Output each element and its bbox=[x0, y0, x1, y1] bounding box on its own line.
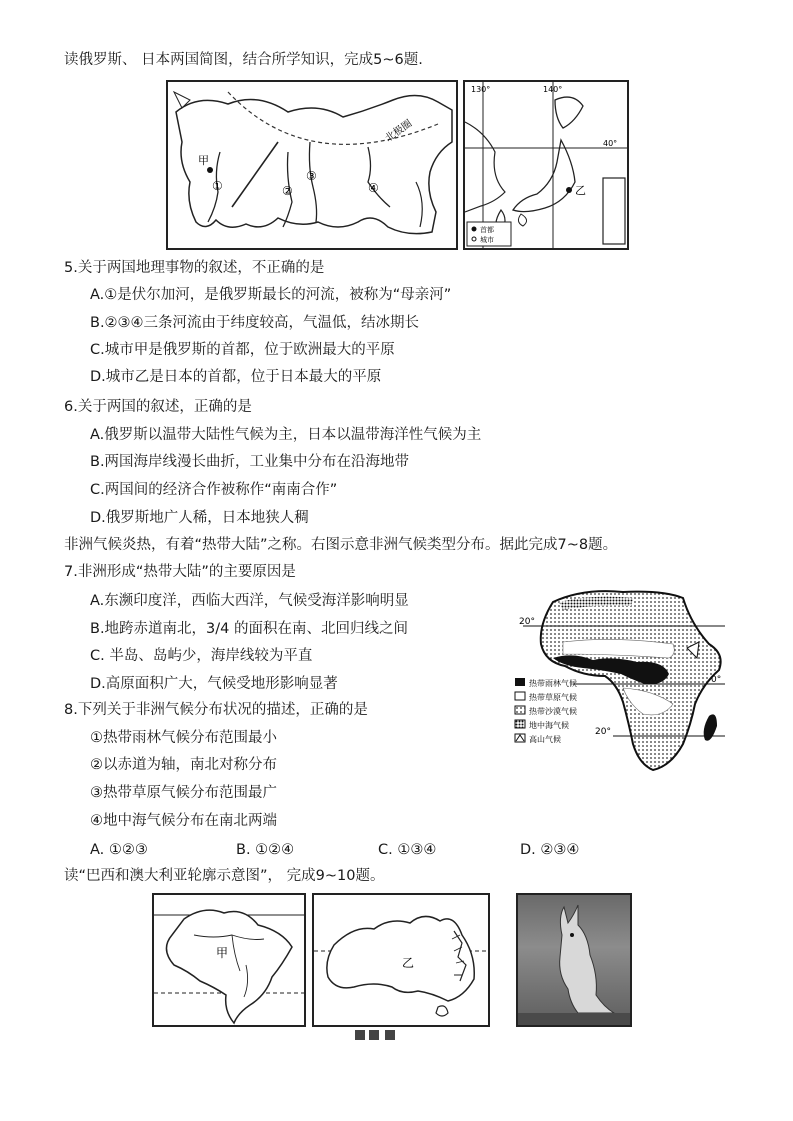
lat-equator: 0° bbox=[711, 675, 722, 685]
q7-option-d: D.高原面积广大，气候受地形影响显著 bbox=[90, 676, 338, 692]
q7-stem: 7.非洲形成“热带大陆”的主要原因是 bbox=[64, 564, 296, 580]
q8-statement-2: ②以赤道为轴，南北对称分布 bbox=[90, 757, 277, 773]
australia-label: 乙 bbox=[402, 956, 415, 970]
lon-130-label: 130° bbox=[471, 85, 491, 94]
q6-option-d: D.俄罗斯地广人稀，日本地狭人稠 bbox=[90, 510, 309, 526]
legend-desert: 热带沙漠气候 bbox=[529, 707, 577, 716]
river-label-3: ③ bbox=[306, 169, 317, 183]
lat-north-20: 20° bbox=[519, 617, 535, 627]
intro-9-10: 读“巴西和澳大利亚轮廓示意图”， 完成9~10题。 bbox=[64, 868, 385, 884]
q6-option-b: B.两国海岸线漫长曲折，工业集中分布在沿海地带 bbox=[90, 454, 410, 470]
africa-map bbox=[513, 584, 738, 774]
q8-choice-b: B. ①②④ bbox=[236, 842, 295, 858]
legend-city: 城市 bbox=[480, 236, 494, 244]
q6-stem: 6.关于两国的叙述，正确的是 bbox=[64, 399, 252, 415]
q8-choice-c: C. ①③④ bbox=[378, 842, 437, 858]
legend-mediterranean: 地中海气候 bbox=[529, 721, 569, 730]
q7-option-c: C. 半岛、岛屿少，海岸线较为平直 bbox=[90, 648, 313, 664]
city-jia-label: 甲 bbox=[198, 154, 209, 167]
q7-option-a: A.东濒印度洋，西临大西洋，气候受海洋影响明显 bbox=[90, 593, 409, 609]
lon-140-label: 140° bbox=[543, 85, 563, 94]
legend-capital: 首都 bbox=[480, 226, 494, 234]
q5-option-a: A.①是伏尔加河，是俄罗斯最长的河流，被称为“母亲河” bbox=[90, 287, 452, 303]
russia-map bbox=[166, 80, 458, 250]
legend-rainforest: 热带雨林气候 bbox=[529, 679, 577, 688]
q8-choice-d: D. ②③④ bbox=[520, 842, 580, 858]
q7-option-b: B.地跨赤道南北，3/4 的面积在南、北回归线之间 bbox=[90, 621, 408, 637]
brazil-map bbox=[152, 893, 306, 1027]
intro-7-8: 非洲气候炎热，有着“热带大陆”之称。右图示意非洲气候类型分布。据此完成7~8题。 bbox=[64, 537, 618, 553]
legend-highland: 高山气候 bbox=[529, 735, 561, 744]
intro-5-6: 读俄罗斯、 日本两国简图，结合所学知识，完成5~6题. bbox=[64, 52, 423, 68]
river-label-2: ② bbox=[282, 184, 293, 198]
q5-option-c: C.城市甲是俄罗斯的首都，位于欧洲最大的平原 bbox=[90, 342, 395, 358]
q5-option-d: D.城市乙是日本的首都，位于日本最大的平原 bbox=[90, 369, 382, 385]
japan-map bbox=[463, 80, 629, 250]
city-yi-dot bbox=[566, 187, 572, 193]
river-label-1: ① bbox=[212, 179, 223, 193]
q8-stem: 8.下列关于非洲气候分布状况的描述，正确的是 bbox=[64, 702, 368, 718]
q5-stem: 5.关于两国地理事物的叙述，不正确的是 bbox=[64, 260, 325, 276]
city-jia-dot bbox=[207, 167, 213, 173]
arctic-circle-label: 北极圈 bbox=[383, 118, 415, 145]
legend-savanna: 热带草原气候 bbox=[529, 693, 577, 702]
lat-south-20: 20° bbox=[595, 727, 611, 737]
lat-40-label: 40° bbox=[603, 139, 618, 148]
q8-choice-a: A. ①②③ bbox=[90, 842, 148, 858]
kangaroo-photo bbox=[516, 893, 632, 1027]
q5-option-b: B.②③④三条河流由于纬度较高，气温低，结冰期长 bbox=[90, 315, 420, 331]
q8-statement-3: ③热带草原气候分布范围最广 bbox=[90, 785, 277, 801]
q8-statement-4: ④地中海气候分布在南北两端 bbox=[90, 813, 277, 829]
australia-map bbox=[312, 893, 490, 1027]
q6-option-a: A.俄罗斯以温带大陆性气候为主，日本以温带海洋性气候为主 bbox=[90, 427, 482, 443]
page-artifact bbox=[355, 1030, 407, 1040]
city-yi-label: 乙 bbox=[575, 184, 586, 197]
q6-option-c: C.两国间的经济合作被称作“南南合作” bbox=[90, 482, 338, 498]
river-4 bbox=[368, 147, 390, 207]
river-label-4: ④ bbox=[368, 181, 379, 195]
q8-statement-1: ①热带雨林气候分布范围最小 bbox=[90, 730, 277, 746]
brazil-label: 甲 bbox=[216, 946, 229, 960]
